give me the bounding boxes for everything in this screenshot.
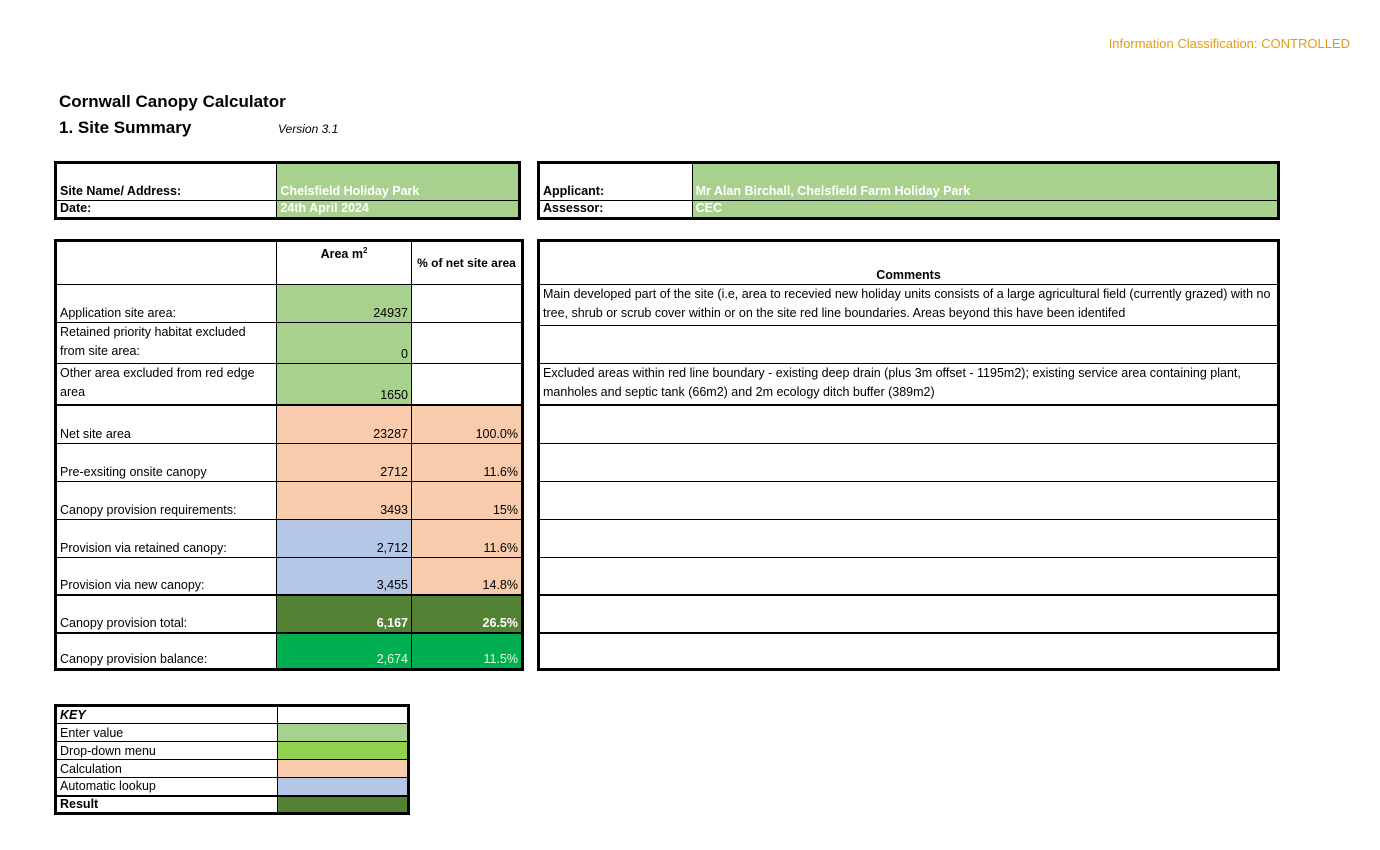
summary-table (54, 239, 524, 671)
comment-cell[interactable] (539, 405, 1279, 443)
site-name-field[interactable]: Chelsfield Holiday Park (277, 163, 520, 201)
assessor-field[interactable]: CEC (692, 201, 1278, 219)
header-area: Area $m^2$ (277, 241, 412, 285)
comment-cell[interactable]: Excluded areas within red line boundary - existing deep drain (plus 3m offset - 1195m2); existing service area containing plant, manholes and septic tank (66m2) and 2m ecology ditch buffer (389m2) (539, 364, 1279, 406)
new-canopy-pct: 14.8% (412, 557, 523, 595)
site-info-table (54, 161, 521, 220)
date-label: Date: (56, 201, 277, 219)
row-label: Provision via retained canopy: (56, 519, 277, 557)
other-excluded-value[interactable]: 1650 (277, 364, 412, 406)
key-swatch-blank (277, 706, 408, 724)
table-row (56, 443, 523, 481)
applicant-label: Applicant: (539, 163, 693, 201)
applicant-info-table (537, 161, 1280, 220)
comment-cell[interactable] (539, 633, 1279, 669)
row-label: Application site area: (56, 285, 277, 323)
key-swatch (277, 742, 408, 760)
key-swatch (277, 724, 408, 742)
table-row (56, 285, 523, 323)
comment-cell[interactable]: Main developed part of the site (i.e, area to recevied new holiday units consists of a large agricultural field (currently grazed) with no tree, shrub or scrub cover within or on the site red line boundaries. Areas beyond this have been identifed (539, 285, 1279, 326)
table-row (56, 633, 523, 669)
net-site-area-pct: 100.0% (412, 405, 523, 443)
table-row (56, 481, 523, 519)
version-label: Version 3.1 (278, 122, 339, 136)
comments-header: Comments (539, 241, 1279, 285)
page-title: Cornwall Canopy Calculator (59, 92, 286, 111)
table-row (56, 557, 523, 595)
classification-label: Information Classification: CONTROLLED (1108, 36, 1350, 51)
row-label: Other area excluded from red edge area (56, 364, 277, 406)
retained-canopy-value: 2,712 (277, 519, 412, 557)
retained-canopy-pct: 11.6% (412, 519, 523, 557)
comment-cell[interactable] (539, 326, 1279, 364)
key-swatch (277, 760, 408, 778)
key-label: Calculation (56, 760, 278, 778)
key-title: KEY (56, 706, 278, 724)
table-row (56, 323, 523, 364)
key-table (54, 704, 410, 815)
application-site-area-value[interactable]: 24937 (277, 285, 412, 323)
requirement-pct: 15% (412, 481, 523, 519)
table-row (56, 405, 523, 443)
new-canopy-value: 3,455 (277, 557, 412, 595)
canopy-balance-value: 2,674 (277, 633, 412, 669)
table-row (56, 595, 523, 633)
canopy-balance-pct: 11.5% (412, 633, 523, 669)
comments-table (537, 239, 1280, 671)
canopy-total-pct: 26.5% (412, 595, 523, 633)
row-label: Net site area (56, 405, 277, 443)
row-label: Canopy provision requirements: (56, 481, 277, 519)
canopy-total-value: 6,167 (277, 595, 412, 633)
comment-cell[interactable] (539, 595, 1279, 633)
comment-cell[interactable] (539, 557, 1279, 595)
header-pct: % of net site area (412, 241, 523, 285)
header-blank (56, 241, 277, 285)
section-title: 1. Site Summary (59, 118, 192, 137)
date-field[interactable]: 24th April 2024 (277, 201, 520, 219)
row-label: Canopy provision balance: (56, 633, 277, 669)
row-label: Canopy provision total: (56, 595, 277, 633)
row-label: Pre-exsiting onsite canopy (56, 443, 277, 481)
applicant-field[interactable]: Mr Alan Birchall, Chelsfield Farm Holiday Park (692, 163, 1278, 201)
key-label: Enter value (56, 724, 278, 742)
retained-habitat-value[interactable]: 0 (277, 323, 412, 364)
net-site-area-value: 23287 (277, 405, 412, 443)
key-label: Drop-down menu (56, 742, 278, 760)
row-label: Retained priority habitat excluded from site area: (56, 323, 277, 364)
requirement-value: 3493 (277, 481, 412, 519)
table-row (56, 519, 523, 557)
row-pct (412, 323, 523, 364)
site-name-label: Site Name/ Address: (56, 163, 277, 201)
key-label: Automatic lookup (56, 778, 278, 796)
assessor-label: Assessor: (539, 201, 693, 219)
comment-cell[interactable] (539, 519, 1279, 557)
comment-cell[interactable] (539, 481, 1279, 519)
row-pct (412, 285, 523, 323)
key-label: Result (56, 796, 278, 814)
comment-cell[interactable] (539, 443, 1279, 481)
key-swatch (277, 778, 408, 796)
row-label: Provision via new canopy: (56, 557, 277, 595)
existing-canopy-value: 2712 (277, 443, 412, 481)
row-pct (412, 364, 523, 406)
key-swatch (277, 796, 408, 814)
table-row (56, 364, 523, 406)
existing-canopy-pct: 11.6% (412, 443, 523, 481)
